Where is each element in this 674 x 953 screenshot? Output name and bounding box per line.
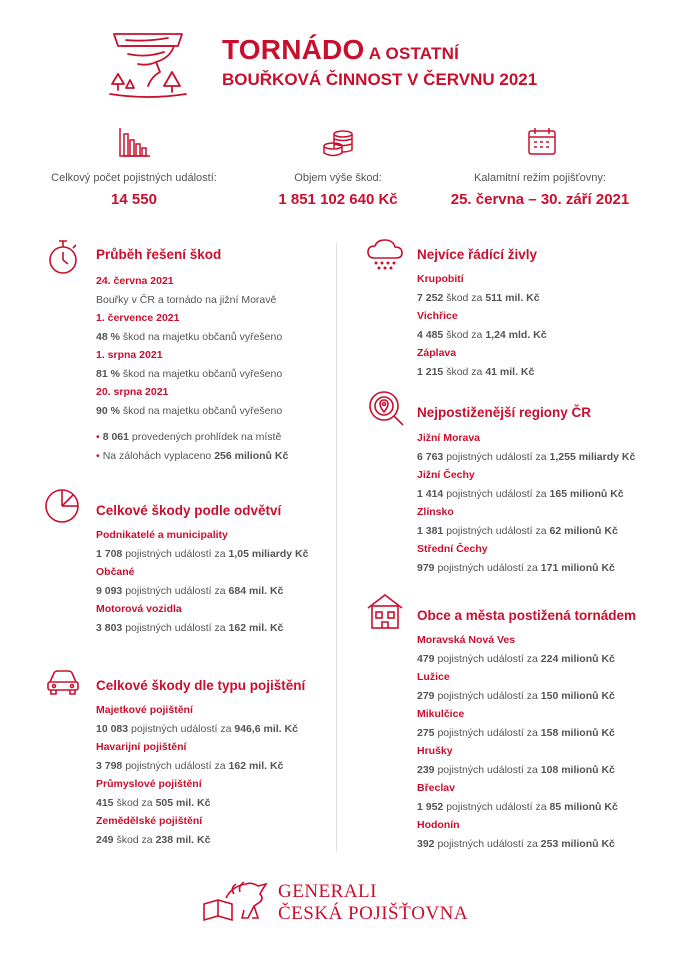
obce-item-mid: pojistných událostí za — [443, 800, 550, 813]
timeline-percent: 48 % — [96, 330, 120, 343]
title-small-words: A OSTATNÍ — [364, 44, 459, 63]
obce-item-amount: 150 milionů Kč — [540, 689, 615, 702]
zivly-item-detail — [417, 326, 657, 345]
typ-item-detail — [96, 757, 326, 776]
regiony-item-name: Zlínsko — [417, 506, 454, 518]
obce-item-name: Moravská Nová Ves — [417, 634, 516, 646]
obce-item-detail — [417, 798, 657, 817]
timeline-percent: 90 % — [96, 404, 120, 417]
obce-item-name: Mikulčice — [417, 708, 465, 720]
zivly-item-detail — [417, 289, 657, 308]
obce-item-mid: pojistných událostí za — [434, 689, 541, 702]
obce-list — [417, 631, 657, 853]
timeline-text — [96, 291, 326, 310]
hail-cloud-icon — [366, 238, 404, 274]
odvetvi-item-name: Motorová vozidla — [96, 603, 182, 615]
obce-item-count: 479 — [417, 652, 435, 665]
map-search-icon — [366, 388, 406, 428]
obce-item-name: Břeclav — [417, 782, 455, 794]
timeline-desc: Bouřky v ČR a tornádo na jižní Moravě — [96, 293, 277, 306]
zivly-list — [417, 270, 657, 381]
odvetvi-item-detail — [96, 582, 326, 601]
stopwatch-icon — [46, 238, 80, 276]
regiony-item-detail — [417, 485, 657, 504]
bullet-item — [96, 428, 326, 447]
obce-item-amount: 108 milionů Kč — [540, 763, 615, 776]
timeline-desc: škod na majetku občanů vyřešeno — [119, 404, 283, 417]
bar-chart-icon — [118, 126, 152, 158]
obce-item-count: 279 — [417, 689, 435, 702]
odvetvi-item-amount: 162 mil. Kč — [228, 621, 284, 634]
timeline-desc: škod na majetku občanů vyřešeno — [119, 367, 283, 380]
bullet-value: 256 milionů Kč — [214, 449, 289, 462]
obce-item-detail — [417, 724, 657, 743]
regiony-item-name: Jižní Morava — [417, 432, 481, 444]
obce-item-count: 392 — [417, 837, 435, 850]
obce-item-amount: 224 milionů Kč — [540, 652, 615, 665]
timeline-desc: škod na majetku občanů vyřešeno — [119, 330, 283, 343]
timeline-date: 24. června 2021 — [96, 275, 174, 287]
column-divider — [336, 242, 337, 852]
zivly-item-name: Krupobití — [417, 273, 464, 285]
typ-item-detail — [96, 794, 326, 813]
odvetvi-item-mid: pojistných událostí za — [122, 621, 229, 634]
generali-lion-logo-icon — [202, 880, 270, 922]
zivly-item-detail — [417, 363, 657, 382]
obce-item-count: 239 — [417, 763, 435, 776]
coins-icon — [321, 126, 355, 158]
odvetvi-item-count: 1 708 — [96, 547, 123, 560]
odvetvi-item-count: 9 093 — [96, 584, 123, 597]
stat-value-calamity: 25. června – 30. září 2021 — [450, 191, 630, 208]
regiony-item-detail — [417, 559, 657, 578]
typ-item-name: Majetkové pojištění — [96, 704, 193, 716]
odvetvi-item-detail — [96, 545, 326, 564]
zivly-item-count: 1 215 — [417, 365, 444, 378]
obce-item-amount: 85 milionů Kč — [549, 800, 618, 813]
odvetvi-item-name: Občané — [96, 566, 135, 578]
stat-value-events: 14 550 — [111, 191, 157, 208]
section-title-prubeh: Průběh řešení škod — [96, 247, 222, 262]
regiony-item-count: 1 381 — [417, 524, 444, 537]
typ-item-mid: škod za — [113, 833, 156, 846]
stat-label-events: Celkový počet pojistných událostí: — [51, 172, 217, 184]
house-icon — [366, 592, 404, 630]
typ-item-mid: pojistných událostí za — [128, 722, 235, 735]
obce-item-amount: 253 milionů Kč — [540, 837, 615, 850]
obce-item-count: 1 952 — [417, 800, 444, 813]
section-title-odvetvi: Celkové škody podle odvětví — [96, 503, 282, 518]
timeline-text — [96, 402, 326, 421]
zivly-item-count: 4 485 — [417, 328, 444, 341]
regiony-item-name: Jižní Čechy — [417, 469, 475, 481]
regiony-item-amount: 165 milionů Kč — [549, 487, 624, 500]
stat-label-calamity: Kalamitní režim pojišťovny: — [474, 172, 606, 184]
typ-item-name: Průmyslové pojištění — [96, 778, 202, 790]
zivly-item-mid: škod za — [443, 291, 486, 304]
timeline-percent: 81 % — [96, 367, 120, 380]
odvetvi-item-name: Podnikatelé a municipality — [96, 529, 228, 541]
page-subtitle: BOUŘKOVÁ ČINNOST V ČERVNU 2021 — [222, 70, 538, 89]
regiony-item-mid: pojistných událostí za — [434, 561, 541, 574]
typ-item-count: 10 083 — [96, 722, 129, 735]
typ-item-amount: 162 mil. Kč — [228, 759, 284, 772]
pie-chart-icon — [44, 488, 80, 524]
timeline-date: 1. července 2021 — [96, 312, 180, 324]
zivly-item-name: Záplava — [417, 347, 457, 359]
logo-line1: GENERALI — [278, 881, 377, 902]
regiony-item-detail — [417, 448, 657, 467]
zivly-item-name: Vichřice — [417, 310, 458, 322]
obce-item-detail — [417, 650, 657, 669]
section-title-regiony: Nejpostiženější regiony ČR — [417, 405, 592, 420]
odvetvi-item-mid: pojistných událostí za — [122, 547, 229, 560]
regiony-list — [417, 429, 657, 577]
regiony-item-name: Střední Čechy — [417, 543, 488, 555]
typ-item-count: 415 — [96, 796, 114, 809]
section-title-typ: Celkové škody dle typu pojištění — [96, 678, 306, 693]
zivly-item-amount: 511 mil. Kč — [485, 291, 540, 304]
title-main-word: TORNÁDO — [222, 34, 365, 65]
typ-item-count: 249 — [96, 833, 114, 846]
timeline-date: 1. srpna 2021 — [96, 349, 163, 361]
obce-item-mid: pojistných událostí za — [434, 726, 541, 739]
regiony-item-count: 1 414 — [417, 487, 444, 500]
odvetvi-item-amount: 684 mil. Kč — [228, 584, 284, 597]
prubeh-list — [96, 272, 326, 465]
typ-item-amount: 505 mil. Kč — [155, 796, 211, 809]
regiony-item-count: 979 — [417, 561, 435, 574]
bullet-value: 8 061 — [102, 431, 129, 443]
obce-item-detail — [417, 687, 657, 706]
zivly-item-amount: 1,24 mld. Kč — [485, 328, 547, 341]
timeline-text — [96, 365, 326, 384]
typ-item-mid: škod za — [113, 796, 156, 809]
timeline-text — [96, 328, 326, 347]
typ-item-amount: 238 mil. Kč — [155, 833, 211, 846]
timeline-date: 20. srpna 2021 — [96, 386, 169, 398]
bullet-pre: Na zálohách vyplaceno — [102, 449, 215, 462]
odvetvi-item-mid: pojistných událostí za — [122, 584, 229, 597]
regiony-item-amount: 171 milionů Kč — [540, 561, 615, 574]
regiony-item-count: 6 763 — [417, 450, 444, 463]
regiony-item-detail — [417, 522, 657, 541]
odvetvi-item-detail — [96, 619, 326, 638]
obce-item-mid: pojistných událostí za — [434, 763, 541, 776]
obce-item-detail — [417, 835, 657, 854]
obce-item-name: Lužice — [417, 671, 450, 683]
obce-item-mid: pojistných událostí za — [434, 652, 541, 665]
bullet-post: provedených prohlídek na místě — [128, 431, 282, 443]
typ-item-name: Havarijní pojištění — [96, 741, 187, 753]
typ-item-amount: 946,6 mil. Kč — [234, 722, 298, 735]
obce-item-count: 275 — [417, 726, 435, 739]
page-title — [222, 34, 459, 66]
regiony-item-amount: 1,255 miliardy Kč — [549, 450, 636, 463]
typ-item-name: Zemědělské pojištění — [96, 815, 203, 827]
zivly-item-mid: škod za — [443, 328, 486, 341]
stat-label-damage: Objem výše škod: — [294, 172, 382, 184]
typ-item-detail — [96, 831, 326, 850]
section-title-zivly: Nejvíce řádící živly — [417, 247, 538, 262]
zivly-item-amount: 41 mil. Kč — [485, 365, 535, 378]
typ-item-detail — [96, 720, 326, 739]
regiony-item-mid: pojistných událostí za — [443, 487, 550, 500]
obce-item-detail — [417, 761, 657, 780]
section-title-obce: Obce a města postižená tornádem — [417, 608, 637, 623]
car-icon — [46, 668, 80, 696]
typ-item-count: 3 798 — [96, 759, 123, 772]
zivly-item-count: 7 252 — [417, 291, 444, 304]
obce-item-name: Hodonín — [417, 819, 460, 831]
obce-item-name: Hrušky — [417, 745, 453, 757]
bullet-item — [96, 447, 326, 466]
zivly-item-mid: škod za — [443, 365, 486, 378]
tornado-icon — [108, 28, 188, 100]
obce-item-amount: 158 milionů Kč — [540, 726, 615, 739]
regiony-item-amount: 62 milionů Kč — [549, 524, 618, 537]
odvetvi-list — [96, 526, 326, 637]
logo-line2: ČESKÁ POJIŠŤOVNA — [278, 903, 469, 924]
regiony-item-mid: pojistných událostí za — [443, 450, 550, 463]
odvetvi-item-count: 3 803 — [96, 621, 123, 634]
regiony-item-mid: pojistných událostí za — [443, 524, 550, 537]
typ-list — [96, 701, 326, 849]
calendar-icon — [527, 126, 557, 156]
typ-item-mid: pojistných událostí za — [122, 759, 229, 772]
stat-value-damage: 1 851 102 640 Kč — [278, 191, 398, 208]
odvetvi-item-amount: 1,05 miliardy Kč — [228, 547, 309, 560]
obce-item-mid: pojistných událostí za — [434, 837, 541, 850]
